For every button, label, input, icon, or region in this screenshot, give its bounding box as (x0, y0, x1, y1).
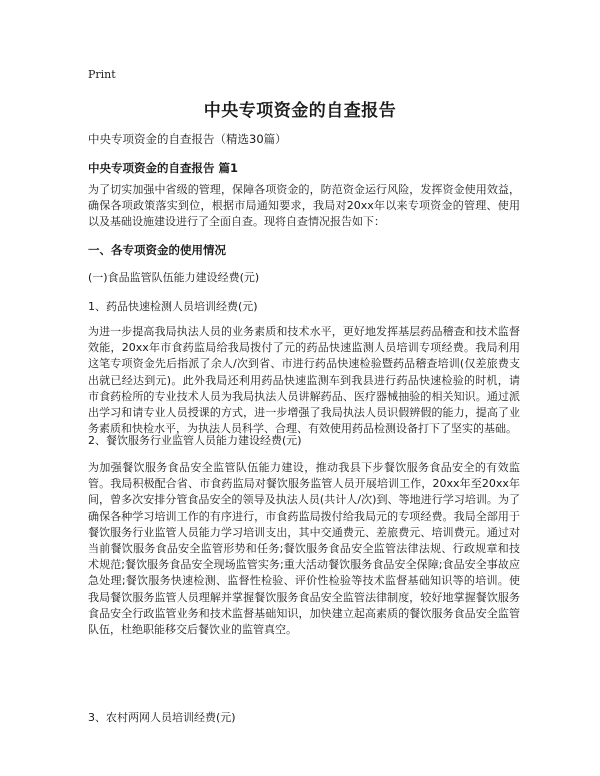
article-heading: 中央专项资金的自查报告 篇1 (88, 161, 239, 175)
print-label[interactable]: Print (88, 68, 116, 81)
intro-paragraph: 为了切实加强中省级的管理，保障各项资金的，防范资金运行风险，发挥资金使用效益，确保各项政策落实到位，根据市局通知要求，我局对20xx年以来专项资金的管理、使用以及基础设施建设进行了全面自查。现将自查情况报告如下： (88, 183, 520, 229)
item-heading-1: 1、药品快速检测人员培训经费(元) (88, 300, 258, 313)
document-subtitle: 中央专项资金的自查报告（精选30篇） (88, 132, 287, 146)
body-paragraph-2: 为加强餐饮服务食品安全监管队伍能力建设，推动我县下步餐饮服务食品安全的有效监管。我局积极配合省、市食药监局对餐饮服务监管人员开展培训工作，20xx年至20xx年间，曾多次安排分管食品安全的领导及执法人员(共计人/次)到、等地进行学习培训。为了确保各种学习培训工作的有序进行，市食药监局拨付给我局元的专项经费。我局全部用于餐饮服务行业监管人员能力学习培训支出，其中交通费元、差旅费元、培训费元。通过对当前餐饮服务食品安全监管形势和任务;餐饮服务食品安全监管法律法规、行政规章和技术规范;餐饮服务食品安全现场监管实务;重大活动餐饮服务食品安全保障;食品安全事故应急处理;餐饮服务快速检测、监督性检验、评价性检验等技术监督基础知识等的培训。使我局餐饮服务监管人员理解并掌握餐饮服务食品安全监管法律制度，较好地掌握餐饮服务食品安全行政监管业务和技术监督基础知识，加快建立起高素质的餐饮服务食品安全监管队伍，杜绝职能移交后餐饮业的监管真空。 (88, 461, 521, 637)
document-title: 中央专项资金的自查报告 (203, 101, 397, 121)
item-heading-3: 3、农村两网人员培训经费(元) (88, 711, 236, 724)
section-heading-1: 一、各专项资金的使用情况 (88, 243, 226, 257)
subsection-heading-1: (一)食品监管队伍能力建设经费(元) (88, 271, 260, 284)
body-paragraph-1: 为进一步提高我局执法人员的业务素质和技术水平，更好地发挥基层药品稽查和技术监督效能，20xx年市食药监局给我局拨付了元的药品快速监测人员培训专项经费。我局利用这笔专项资金先后指派了余人/次到省、市进行药品快速检验暨药品稽查培训(仅差旅费支出就已经达到元)。此外我局还利用药品快速监测车到我县进行药品快速检验的时机，请市食药检所的专业技术人员为我局执法人员讲解药品、医疗器械抽验的相关知识。通过派出学习和请专业人员授课的方式，进一步增强了我局执法人员识假辨假的能力，提高了业务素质和快检水平，为执法人员科学、合理、有效使用药品检测设备打下了坚实的基础。 (88, 325, 520, 436)
item-heading-2: 2、餐饮服务行业监管人员能力建设经费(元) (88, 434, 302, 447)
